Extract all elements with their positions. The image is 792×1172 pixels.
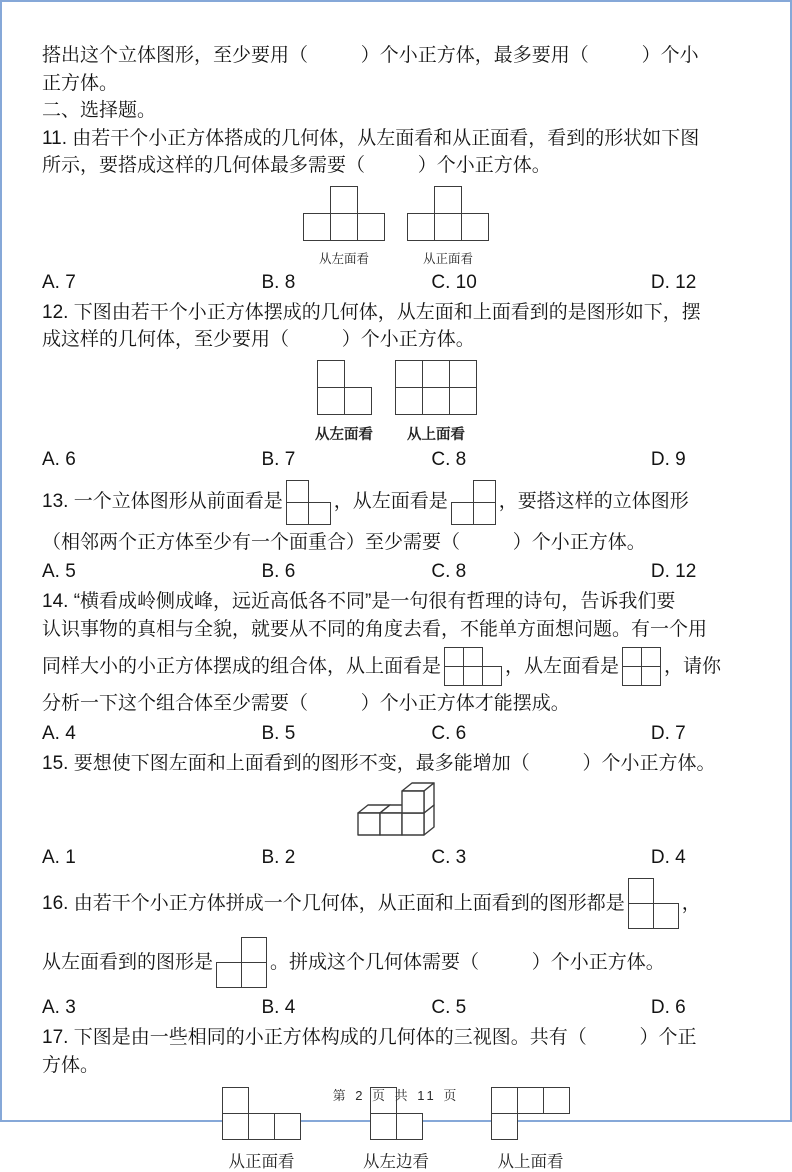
figure-cell (241, 962, 267, 988)
q16-options (42, 995, 750, 1021)
q12-text-line-2: 成这样的几何体，至少要用（ ）个小正方体。 (42, 329, 475, 350)
q12-option-a: A. 6 (42, 448, 76, 470)
figure-cell (370, 1113, 397, 1140)
q15-options (42, 845, 750, 871)
figure-cell (286, 502, 309, 525)
q15-text-line-1: 15. 要想使下图左面和上面看到的图形不变，最多能增加（ ）个小正方体。 (42, 752, 716, 774)
q11-option-b: B. 8 (261, 271, 296, 293)
q11-left-view-block (303, 186, 385, 267)
q16-left-view-figure (216, 937, 267, 988)
figure-cell (473, 480, 496, 503)
q14-text-line-4: 分析一下这个组合体至少需要（ ）个小正方体才能摆成。 (42, 693, 570, 714)
figure-cell (222, 1113, 249, 1140)
q15-isometric-cubes-figure (356, 824, 436, 841)
figure-cell (330, 186, 358, 214)
q13-segment-3: ，要搭这样的立体图形 (498, 491, 689, 513)
figure-cell (248, 1113, 275, 1140)
q12-option-b: B. 7 (261, 448, 296, 470)
q13-segment-2: ，从左面看是 (333, 491, 448, 513)
q13-option-a: A. 5 (42, 561, 76, 582)
figure-cell (653, 903, 679, 929)
q11-front-view-block (407, 186, 489, 267)
q17-text-line-2: 方体。 (42, 1054, 100, 1076)
figure-cell (344, 387, 372, 415)
q16-option-d: D. 6 (650, 997, 686, 1018)
q12-text-line-1: 12. 下图由若干个小正方体摆成的几何体，从左面和上面看到的是图形如下，摆 (42, 301, 701, 323)
q13-option-d: D. 12 (650, 561, 697, 582)
q13-segment-1: 13. 一个立体图形从前面看是 (42, 491, 283, 513)
figure-cell (241, 937, 267, 963)
q12-left-view-label: 从左面看 (315, 426, 373, 443)
q17-top-view-label: 从上面看 (497, 1153, 564, 1171)
q11-option-a: A. 7 (42, 271, 76, 293)
q14-option-c: C. 6 (431, 722, 467, 744)
figure-cell (628, 878, 654, 904)
q16-option-b: B. 4 (261, 997, 296, 1018)
q13-option-c: C. 8 (431, 561, 467, 582)
figure-cell (641, 666, 661, 686)
q11-left-view-label: 从左面看 (318, 251, 369, 266)
figure-cell (449, 360, 477, 388)
figure-cell (622, 647, 642, 667)
q15-option-c: C. 3 (431, 847, 467, 868)
q14-top-view-figure (444, 647, 502, 686)
figure-cell (449, 387, 477, 415)
q13-text-line-1 (42, 476, 750, 529)
q12-figure-row (42, 360, 750, 444)
figure-cell (303, 213, 331, 241)
q14-options (42, 721, 750, 747)
figure-cell (473, 502, 496, 525)
figure-cell (434, 213, 462, 241)
q15-option-d: D. 4 (650, 847, 686, 868)
q16-segment-1a: 16. 由若干个小正方体拼成一个几何体，从正面和上面看到的图形都是 (42, 892, 625, 914)
q13-options (42, 559, 750, 585)
q14-segment-c: ，请你 (664, 655, 722, 677)
q11-option-c: C. 10 (431, 271, 477, 293)
q16-segment-2b: 。拼成这个几何体需要（ ）个小正方体。 (270, 951, 665, 973)
figure-cell (396, 1113, 423, 1140)
q14-text-line-2: 认识事物的真相与全貌，就要从不同的角度去看，不能单方面想问题。有一个用 (42, 618, 708, 640)
q11-options (42, 270, 750, 296)
q11-text-line-1: 11. 由若干个小正方体搭成的几何体，从左面看和从正面看，看到的形状如下图 (42, 127, 700, 149)
figure-cell (286, 480, 309, 503)
q14-left-view-figure (622, 647, 661, 686)
figure-cell (451, 502, 474, 525)
q12-options (42, 447, 750, 473)
q14-option-d: D. 7 (650, 722, 686, 744)
q13-text-line-2: （相邻两个正方体至少有一个面重合）至少需要（ ）个小正方体。 (42, 531, 646, 553)
q17-text-line-1: 17. 下图是由一些相同的小正方体构成的几何体的三视图。共有（ ）个正 (42, 1027, 697, 1048)
figure-cell (444, 666, 464, 686)
q17-front-view-label: 从正面看 (228, 1153, 295, 1171)
q14-option-b: B. 5 (261, 722, 296, 744)
figure-cell (628, 903, 654, 929)
q13-front-view-figure (286, 480, 331, 525)
q13-option-b: B. 6 (261, 561, 296, 582)
figure-cell (461, 213, 489, 241)
q16-text-line-1 (42, 874, 750, 933)
intro-line-2: 正方体。 (42, 72, 119, 94)
q14-segment-b: ，从左面看是 (505, 655, 620, 677)
q14-option-a: A. 4 (42, 722, 76, 744)
figure-cell (216, 962, 242, 988)
figure-cell (641, 647, 661, 667)
q16-option-c: C. 5 (431, 997, 467, 1018)
q12-top-view-label: 从上面看 (407, 426, 465, 443)
q11-front-view-label: 从正面看 (422, 251, 473, 266)
figure-cell (444, 647, 464, 667)
page-footer: 第 2 页 共 11 页 (332, 1088, 460, 1103)
q12-left-view-block (315, 360, 373, 444)
figure-cell (434, 186, 462, 214)
q12-top-view-figure (395, 360, 477, 415)
figure-cell (482, 666, 502, 686)
q11-left-view-figure (303, 186, 385, 241)
figure-cell (422, 360, 450, 388)
figure-cell (463, 647, 483, 667)
q15-option-b: B. 2 (261, 847, 296, 868)
figure-cell (407, 213, 435, 241)
q12-left-view-figure (317, 360, 372, 415)
figure-cell (317, 387, 345, 415)
q16-segment-1b: ， (681, 892, 701, 914)
q15-cube-figure-wrap (42, 781, 750, 842)
q12-option-c: C. 8 (431, 448, 467, 470)
figure-cell (422, 387, 450, 415)
figure-cell (317, 360, 345, 388)
figure-cell (330, 213, 358, 241)
q17-left-view-label: 从左边看 (363, 1153, 429, 1171)
figure-cell (395, 360, 423, 388)
q11-option-d: D. 12 (650, 271, 697, 293)
figure-cell (463, 666, 483, 686)
figure-cell (491, 1113, 518, 1140)
q12-option-d: D. 9 (650, 448, 686, 470)
q16-option-a: A. 3 (42, 997, 76, 1018)
q14-segment-a: 同样大小的小正方体摆成的组合体，从上面看是 (42, 655, 442, 677)
figure-cell (357, 213, 385, 241)
q13-left-view-figure (451, 480, 496, 525)
figure-cell (308, 502, 331, 525)
q16-front-top-view-figure (628, 878, 679, 929)
q11-text-line-2: 所示，要搭成这样的几何体最多需要（ ）个小正方体。 (42, 155, 551, 176)
figure-cell (274, 1113, 301, 1140)
q12-top-view-block (395, 360, 477, 444)
figure-cell (622, 666, 642, 686)
q15-option-a: A. 1 (42, 847, 76, 868)
q11-figure-row (42, 186, 750, 267)
q11-front-view-figure (407, 186, 489, 241)
q16-text-line-2 (42, 933, 750, 992)
q16-segment-2a: 从左面看到的图形是 (42, 951, 214, 973)
q14-text-line-3 (42, 643, 750, 690)
figure-cell (395, 387, 423, 415)
q14-text-line-1: 14. “横看成岭侧成峰，远近高低各不同”是一句很有哲理的诗句，告诉我们要 (42, 591, 676, 612)
section-title: 二、选择题。 (42, 100, 157, 121)
intro-line-1: 搭出这个立体图形，至少要用（ ）个小正方体，最多要用（ ）个小 (42, 45, 699, 66)
